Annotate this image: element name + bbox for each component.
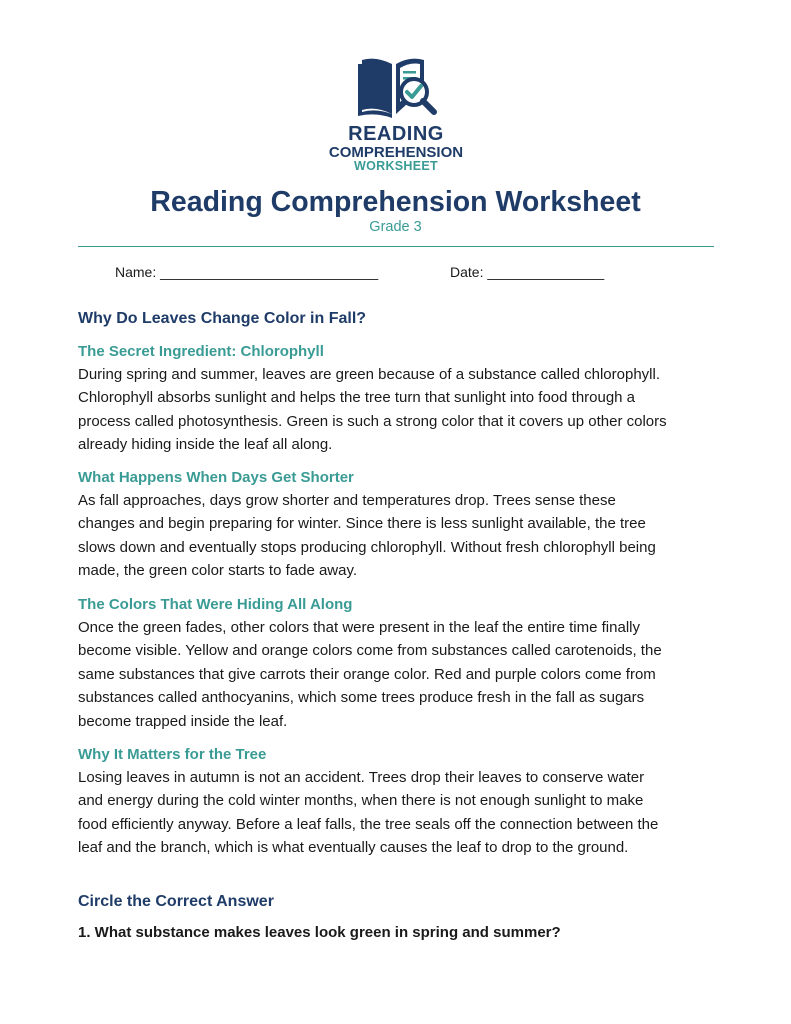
worksheet-logo — [316, 50, 476, 176]
paragraph-line: changes and begin preparing for winter. Since there is less sunlight available, the tree — [78, 515, 646, 533]
section-heading: What Happens When Days Get Shorter — [78, 469, 354, 486]
paragraph-line: Once the green fades, other colors that were present in the leaf the entire time finally — [78, 619, 640, 636]
book-magnifier-check-icon — [356, 54, 440, 122]
name-field[interactable]: Name: ____________________________ — [115, 264, 379, 280]
quiz-title: Circle the Correct Answer — [78, 893, 274, 910]
section-paragraph — [78, 489, 718, 583]
section-paragraph — [78, 363, 718, 457]
section-paragraph — [78, 766, 718, 860]
grade-label: Grade 3 — [369, 219, 422, 235]
section-heading: Why It Matters for the Tree — [78, 746, 267, 763]
logo-text-comprehension: COMPREHENSION — [328, 144, 464, 161]
paragraph-line: substances called anthocyanins, which some trees produce fresh in the fall as sugars — [78, 689, 645, 707]
logo-text-reading: READING — [348, 123, 444, 145]
question-1: 1. What substance makes leaves look green in spring and summer? — [78, 924, 561, 941]
paragraph-line: already hiding inside the leaf all along. — [78, 436, 333, 454]
section-heading: The Colors That Were Hiding All Along — [78, 596, 353, 613]
paragraph-line: Losing leaves in autumn is not an accident. Trees drop their leaves to conserve water — [78, 769, 645, 786]
paragraph-line: During spring and summer, leaves are green because of a substance called chlorophyll. — [78, 366, 660, 383]
article-title: Why Do Leaves Change Color in Fall? — [78, 310, 367, 327]
page-title: Reading Comprehension Worksheet — [150, 186, 641, 218]
paragraph-line: become trapped inside the leaf. — [78, 712, 288, 730]
paragraph-line: made, the green color starts to fade away. — [78, 562, 358, 580]
paragraph-line: food efficiently anyway. Before a leaf falls, the tree seals off the connection between the — [78, 815, 659, 833]
paragraph-line: slows down and eventually stops producing chlorophyll. Without fresh chlorophyll being — [78, 538, 656, 556]
section-paragraph — [78, 616, 718, 733]
paragraph-line: leaf and the branch, which is what eventually causes the leaf to drop to the ground. — [78, 839, 629, 857]
paragraph-line: and energy during the cold winter months, when there is not enough sunlight to make — [78, 792, 644, 810]
paragraph-line: same substances that give carrots their orange color. Red and purple colors come from — [78, 665, 656, 683]
section-heading: The Secret Ingredient: Chlorophyll — [78, 343, 324, 360]
paragraph-line: Chlorophyll absorbs sunlight and helps the tree turn that sunlight into food through a — [78, 389, 636, 407]
logo-text-worksheet: WORKSHEET — [354, 159, 438, 173]
paragraph-line: process called photosynthesis. Green is such a strong color that it covers up other colors — [78, 412, 667, 430]
paragraph-line: As fall approaches, days grow shorter and temperatures drop. Trees sense these — [78, 492, 616, 509]
header-divider — [78, 246, 714, 247]
date-field[interactable]: Date: _______________ — [450, 264, 605, 280]
paragraph-line: become visible. Yellow and orange colors come from substances called carotenoids, the — [78, 642, 662, 660]
